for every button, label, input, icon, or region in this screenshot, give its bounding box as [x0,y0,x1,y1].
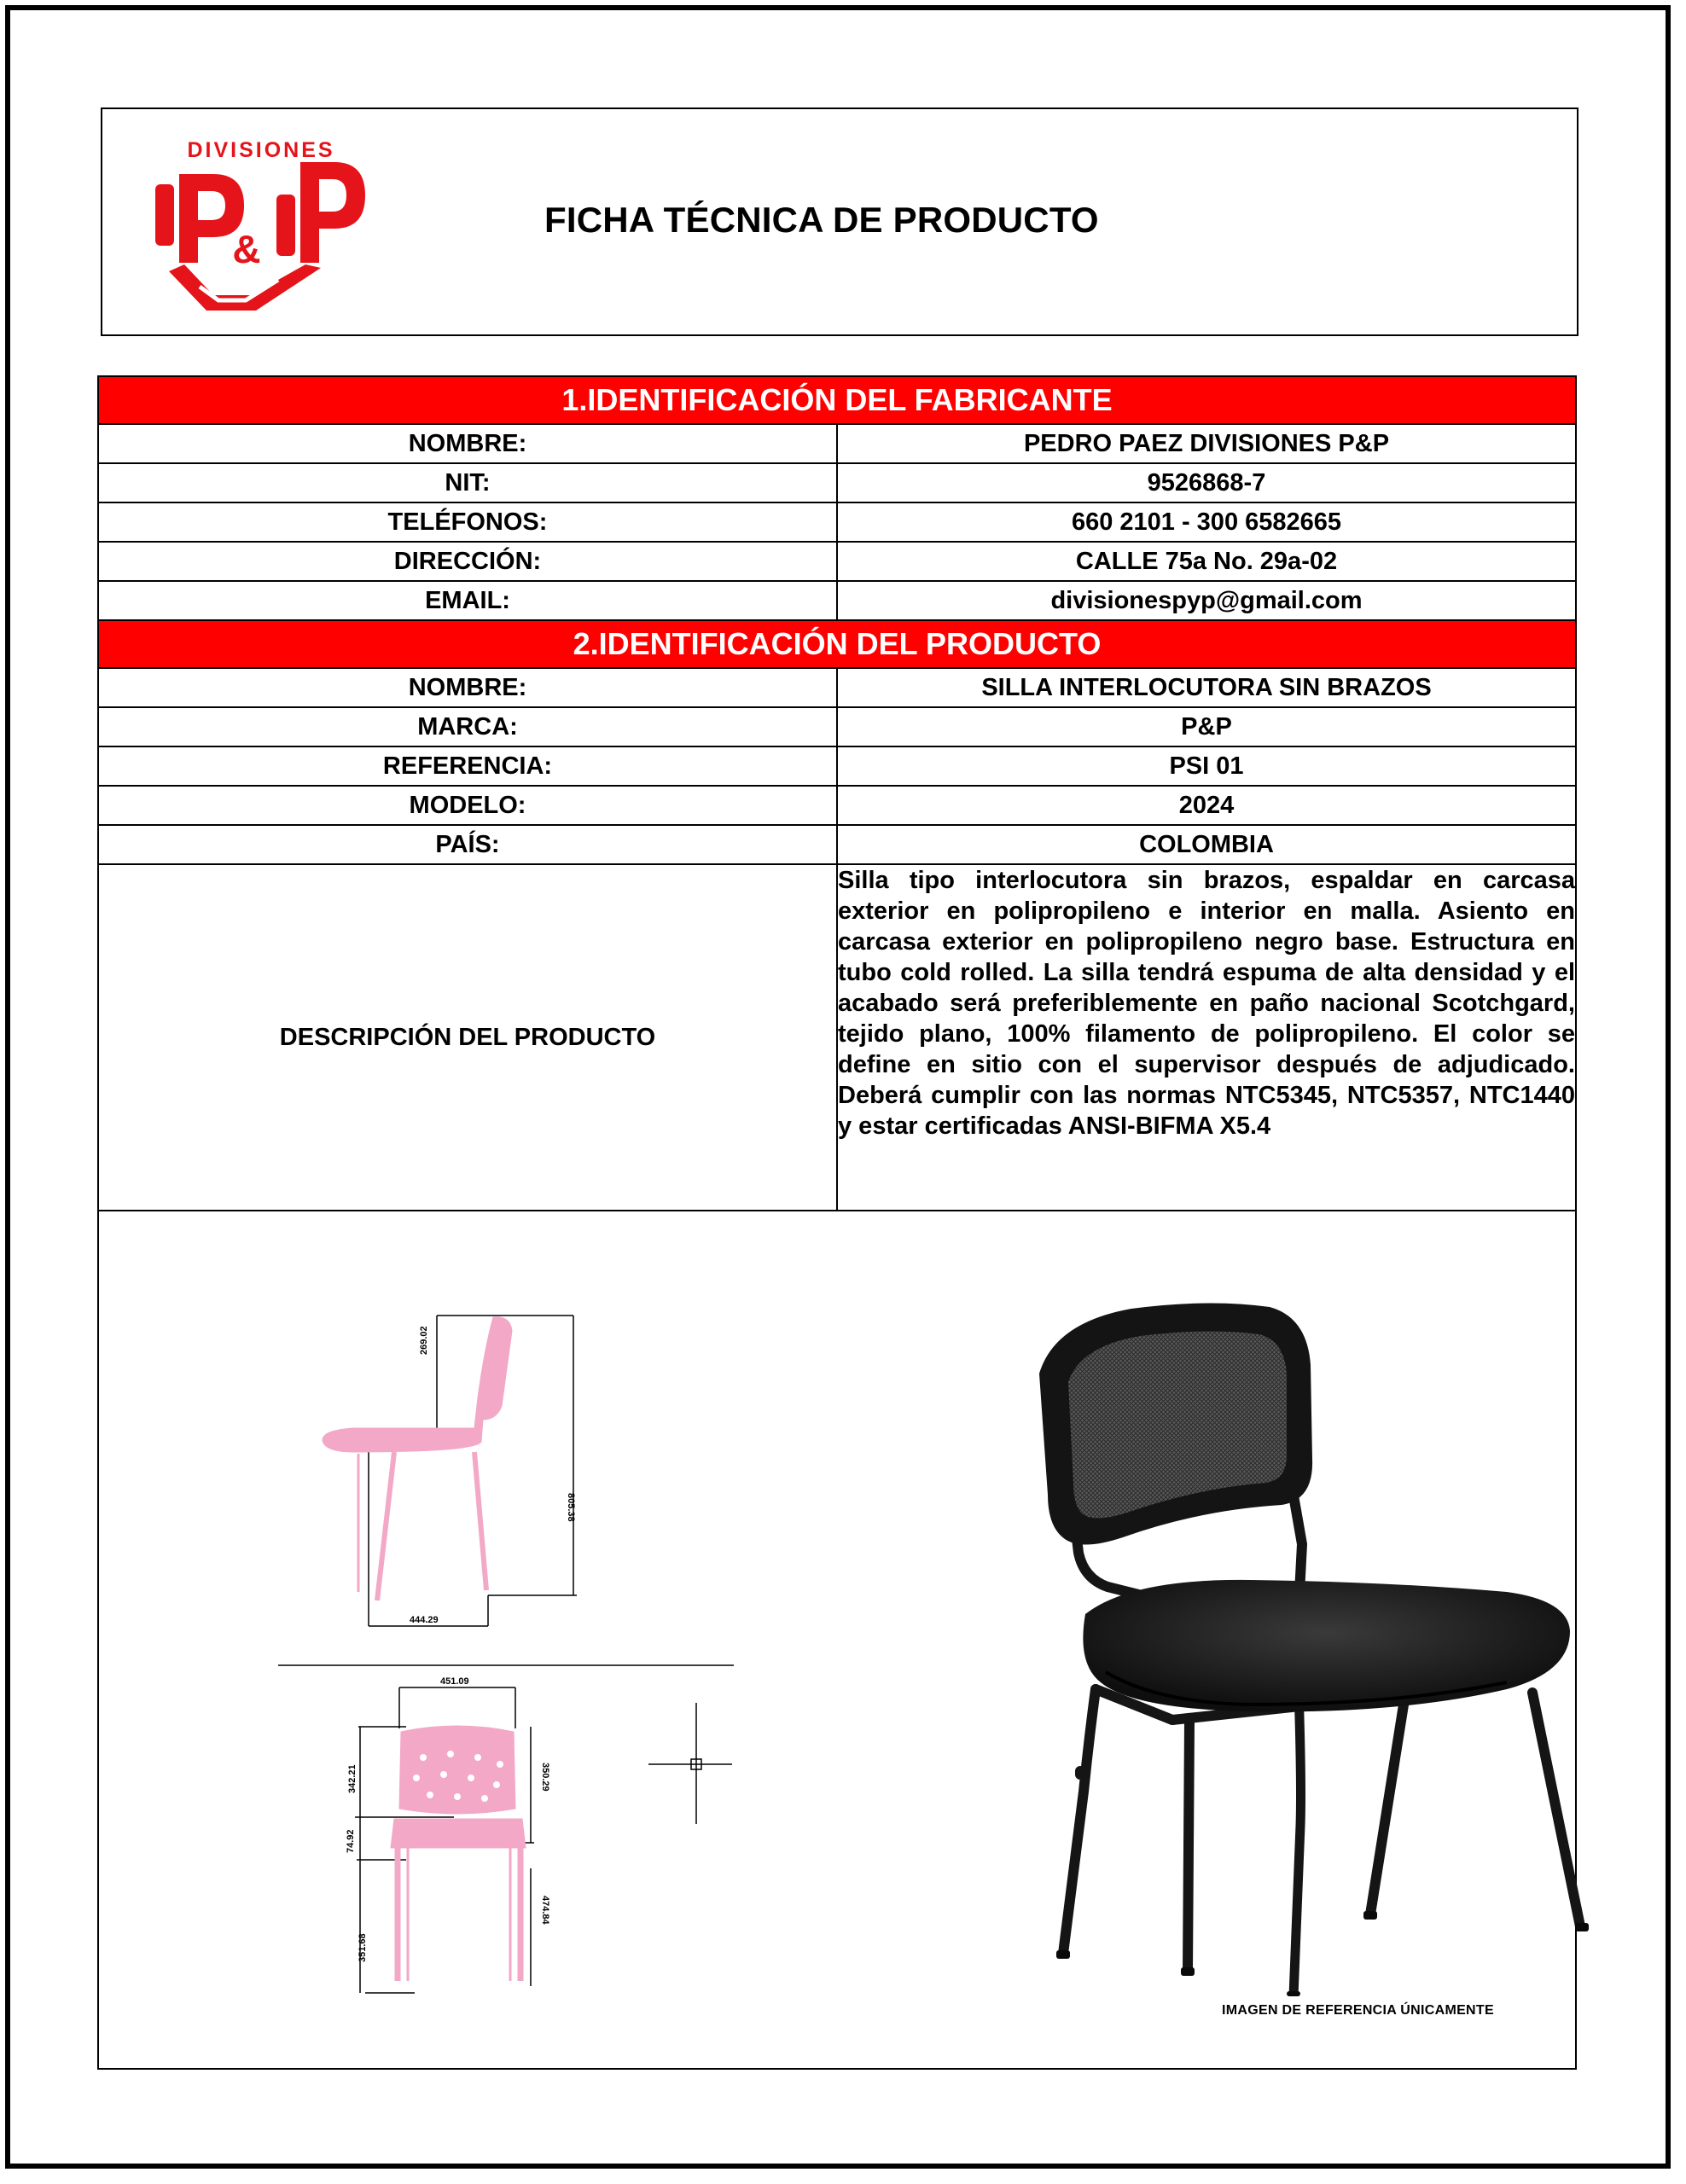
description-text: Silla tipo interlocutora sin brazos, espaldar en carcasa exterior en polipropileno e interior en malla. Asiento en carcasa exterior en polipropileno negro base. Estructura en tubo cold rolled. La silla tendrá espuma de alta densidad y el acabado será preferiblemente en paño nacional Scotchgard, tejido plano, 100% filamento de polipropileno. El color se define en sitio con el supervisor después de adjudicado. Deberá cumplir con las normas NTC5345, NTC5357, NTC1440 y estar certificadas ANSI-BIFMA X5.4 [837,864,1576,1211]
row-label: NOMBRE: [98,668,837,707]
table-row [98,825,1576,864]
section-header-manufacturer [98,376,1576,424]
row-value: SILLA INTERLOCUTORA SIN BRAZOS [837,668,1576,707]
header-box [101,107,1578,336]
dim-label: 474.84 [540,1896,550,1925]
row-value: 660 2101 - 300 6582665 [837,502,1576,542]
description-row [98,864,1576,1211]
image-box [97,1211,1577,2070]
table-row [98,746,1576,786]
row-label: MARCA: [98,707,837,746]
row-label: MODELO: [98,786,837,825]
table-row [98,707,1576,746]
section-title: 1.IDENTIFICACIÓN DEL FABRICANTE [98,376,1576,424]
chair-photo [1029,1297,1618,1996]
company-logo [150,135,372,318]
dim-label: 74.92 [346,1829,356,1853]
row-label: DIRECCIÓN: [98,542,837,581]
table-row [98,786,1576,825]
logo-brand-text: DIVISIONES [187,138,335,162]
table-row [98,581,1576,620]
spec-table [97,375,1577,1211]
row-value: PSI 01 [837,746,1576,786]
dim-label: 451.09 [440,1676,469,1687]
section-title: 2.IDENTIFICACIÓN DEL PRODUCTO [98,620,1576,668]
section-header-product [98,620,1576,668]
table-row [98,463,1576,502]
row-value: 9526868-7 [837,463,1576,502]
dim-label: 351.68 [358,1933,368,1962]
svg-text:&: & [232,227,261,271]
dim-label: 805.38 [566,1493,576,1522]
table-row [98,542,1576,581]
row-value: COLOMBIA [837,825,1576,864]
dim-label: 350.29 [540,1763,550,1792]
row-label: NIT: [98,463,837,502]
row-value: 2024 [837,786,1576,825]
email-value: divisionespyp@gmail.com [837,581,1576,620]
dim-label: 444.29 [410,1615,439,1625]
row-label: REFERENCIA: [98,746,837,786]
dim-label: 342.21 [347,1764,358,1793]
dim-label: 269.02 [419,1326,429,1355]
description-label: DESCRIPCIÓN DEL PRODUCTO [98,864,837,1211]
reference-note: IMAGEN DE REFERENCIA ÚNICAMENTE [1222,2003,1494,2018]
table-row [98,668,1576,707]
document-title: FICHA TÉCNICA DE PRODUCTO [544,200,1099,240]
row-label: PAÍS: [98,825,837,864]
row-label: EMAIL: [98,581,837,620]
row-value: P&P [837,707,1576,746]
row-label: TELÉFONOS: [98,502,837,542]
table-row [98,502,1576,542]
row-value: CALLE 75a No. 29a-02 [837,542,1576,581]
table-row [98,424,1576,463]
technical-drawing [99,1211,747,2070]
row-value: PEDRO PAEZ DIVISIONES P&P [837,424,1576,463]
row-label: NOMBRE: [98,424,837,463]
